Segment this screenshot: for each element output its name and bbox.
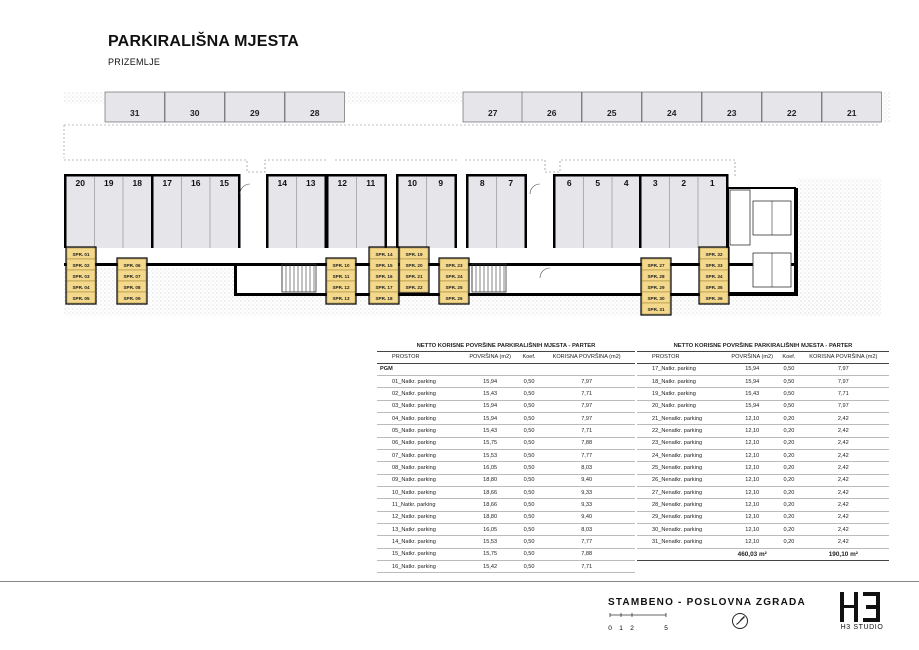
table-cell: 2,42 xyxy=(798,486,889,498)
logo-text: H3 STUDIO xyxy=(840,624,884,631)
table-cell: 29_Nenatkr. parking xyxy=(637,511,724,523)
table-cell: 12,10 xyxy=(724,536,780,548)
table-cell: 9,33 xyxy=(538,486,635,498)
scale-label: 0 xyxy=(608,625,612,632)
group-label: PGM xyxy=(377,363,635,375)
storage-unit-label: SPR. 32 xyxy=(705,251,723,257)
table-cell: 15,75 xyxy=(461,437,520,449)
scale-label: 5 xyxy=(664,625,668,632)
table-cell: 2,42 xyxy=(798,511,889,523)
table-cell: 27_Nenatkr. parking xyxy=(637,486,724,498)
table-cell: 0,50 xyxy=(520,462,539,474)
table-cell: 2,42 xyxy=(798,499,889,511)
table-cell: 7,97 xyxy=(798,363,889,375)
table-cell: 0,20 xyxy=(780,536,798,548)
table-cell: 7,71 xyxy=(798,388,889,400)
table-cell: 21_Nenatkr. parking xyxy=(637,412,724,424)
table-row xyxy=(377,499,635,511)
parking-spot-label: 22 xyxy=(787,108,797,118)
table-cell: 0,20 xyxy=(780,499,798,511)
table-row xyxy=(377,523,635,535)
table-cell: 15,43 xyxy=(461,388,520,400)
table-cell: 7,97 xyxy=(798,375,889,387)
table-cell: 20_Natkr. parking xyxy=(637,400,724,412)
wall xyxy=(553,174,643,177)
table-cell: 15,42 xyxy=(461,561,520,573)
table-cell: 12,10 xyxy=(724,449,780,461)
table-cell: 18_Natkr. parking xyxy=(637,375,724,387)
storage-unit-label: SPR. 34 xyxy=(705,273,723,279)
table-cell: 24_Nenatkr. parking xyxy=(637,449,724,461)
table-row xyxy=(377,548,635,560)
table-cell: 06_Natkr. parking xyxy=(377,437,461,449)
table-cell: 9,33 xyxy=(538,499,635,511)
storage-unit-label: SPR. 12 xyxy=(332,284,350,290)
table-cell: 0,50 xyxy=(520,486,539,498)
storage-unit-label: SPR. 24 xyxy=(445,273,463,279)
storage-unit-label: SPR. 23 xyxy=(445,262,463,268)
table-row xyxy=(377,425,635,437)
storage-unit-label: SPR. 35 xyxy=(705,284,723,290)
table-cell: 9,40 xyxy=(538,511,635,523)
scale-bar xyxy=(608,612,668,634)
parking-spot-label: 1 xyxy=(709,178,715,188)
parking-spot-label: 30 xyxy=(190,108,200,118)
table-cell: 8,03 xyxy=(538,462,635,474)
table-cell: 18,80 xyxy=(461,511,520,523)
column-header: POVRŠINA (m2) xyxy=(461,352,520,363)
wall xyxy=(396,176,399,248)
table-cell: 05_Natkr. parking xyxy=(377,425,461,437)
table-cell: 2,42 xyxy=(798,437,889,449)
table-cell: 12,10 xyxy=(724,474,780,486)
table-cell: 15,53 xyxy=(461,536,520,548)
storage-unit-label: SPR. 17 xyxy=(375,284,393,290)
table-row xyxy=(637,536,889,548)
table-row xyxy=(637,363,889,375)
wall xyxy=(266,176,269,248)
table-row xyxy=(637,425,889,437)
total-useful-area: 190,10 m² xyxy=(798,548,889,560)
storage-unit-label: SPR. 27 xyxy=(647,262,665,268)
scale-label: 1 xyxy=(619,625,623,632)
table-row xyxy=(637,511,889,523)
table-cell: 16,05 xyxy=(461,523,520,535)
page-title: PARKIRALIŠNA MJESTA xyxy=(108,33,300,50)
parking-spot-label: 20 xyxy=(75,178,85,188)
table-cell: 0,50 xyxy=(780,375,798,387)
table-cell: 31_Nenatkr. parking xyxy=(637,536,724,548)
table-cell: 12,10 xyxy=(724,523,780,535)
table-row xyxy=(637,400,889,412)
storage-unit-label: SPR. 20 xyxy=(405,262,423,268)
table-cell: 15,43 xyxy=(724,388,780,400)
parking-spot-label: 27 xyxy=(488,108,498,118)
table-row xyxy=(637,523,889,535)
table-cell: 7,88 xyxy=(538,548,635,560)
table-cell: 15,94 xyxy=(724,375,780,387)
table-cell: 0,50 xyxy=(520,388,539,400)
column-header: KORISNA POVRŠINA (m2) xyxy=(538,352,635,363)
table-cell: 15,43 xyxy=(461,425,520,437)
table-row xyxy=(637,375,889,387)
table-cell: 18,80 xyxy=(461,474,520,486)
table-row xyxy=(377,486,635,498)
table-cell: 0,50 xyxy=(780,363,798,375)
table-cell: 03_Natkr. parking xyxy=(377,400,461,412)
parking-spot-label: 23 xyxy=(727,108,737,118)
table-cell: 9,40 xyxy=(538,474,635,486)
table-cell: 12_Natkr. parking xyxy=(377,511,461,523)
table-cell: 08_Natkr. parking xyxy=(377,462,461,474)
parking-spot-label: 4 xyxy=(623,178,629,188)
table-cell: 10_Natkr. parking xyxy=(377,486,461,498)
stairwell xyxy=(472,264,506,292)
storage-unit-label: SPR. 01 xyxy=(72,251,90,257)
table-row xyxy=(637,449,889,461)
table-cell: 15_Natkr. parking xyxy=(377,548,461,560)
table-right xyxy=(637,340,889,561)
table-cell: 28_Nenatkr. parking xyxy=(637,499,724,511)
table-cell: 7,71 xyxy=(538,388,635,400)
table-cell: 2,42 xyxy=(798,462,889,474)
storage-unit-label: SPR. 11 xyxy=(332,273,350,279)
table-cell: 12,10 xyxy=(724,425,780,437)
storage-unit-label: SPR. 07 xyxy=(123,273,141,279)
wall xyxy=(385,176,388,248)
wall xyxy=(455,176,458,248)
table-caption: NETTO KORISNE POVRŠINE PARKIRALIŠNIH MJESTA - PARTER xyxy=(377,340,635,352)
table-cell: 09_Natkr. parking xyxy=(377,474,461,486)
table-row xyxy=(637,462,889,474)
table-cell: 23_Nenatkr. parking xyxy=(637,437,724,449)
table-row xyxy=(377,511,635,523)
table-cell: 15,94 xyxy=(461,375,520,387)
wall xyxy=(466,176,469,248)
parking-spot-label: 9 xyxy=(438,178,444,188)
table-cell: 18,66 xyxy=(461,486,520,498)
table-cell: 16,05 xyxy=(461,462,520,474)
storage-unit-label: SPR. 04 xyxy=(72,284,90,290)
table-cell: 0,20 xyxy=(780,486,798,498)
storage-unit-label: SPR. 19 xyxy=(405,251,423,257)
storage-unit-label: SPR. 18 xyxy=(375,295,393,301)
door-swing xyxy=(540,268,550,278)
parking-spot-label: 8 xyxy=(479,178,485,188)
table-cell: 12,10 xyxy=(724,462,780,474)
table-cell: 15,94 xyxy=(461,400,520,412)
table-cell: 0,50 xyxy=(520,548,539,560)
table-cell: 12,10 xyxy=(724,437,780,449)
table-cell: 16_Natkr. parking xyxy=(377,561,461,573)
table-cell: 07_Natkr. parking xyxy=(377,449,461,461)
table-cell: 2,42 xyxy=(798,523,889,535)
table-cell: 7,97 xyxy=(798,400,889,412)
page-subtitle: PRIZEMLJE xyxy=(108,57,161,67)
table-row xyxy=(377,474,635,486)
table-cell: 7,71 xyxy=(538,561,635,573)
table-cell: 0,50 xyxy=(520,499,539,511)
parking-spot-label: 17 xyxy=(162,178,172,188)
table-cell: 0,20 xyxy=(780,449,798,461)
table-cell: 2,42 xyxy=(798,412,889,424)
table-cell: 25_Nenatkr. parking xyxy=(637,462,724,474)
table-cell: 0,50 xyxy=(520,375,539,387)
column-header: PROSTOR xyxy=(377,352,461,363)
parking-spot-label: 25 xyxy=(607,108,617,118)
table-cell: 15,53 xyxy=(461,449,520,461)
parking-spot-label: 10 xyxy=(407,178,417,188)
table-cell: 0,20 xyxy=(780,462,798,474)
parking-spot-label: 14 xyxy=(277,178,287,188)
storage-unit-label: SPR. 13 xyxy=(332,295,350,301)
wall xyxy=(64,174,154,177)
totals-row xyxy=(637,548,889,560)
table-row xyxy=(377,400,635,412)
table-row xyxy=(377,449,635,461)
table-cell: 04_Natkr. parking xyxy=(377,412,461,424)
stairwell xyxy=(282,264,316,292)
parking-spot-label: 7 xyxy=(508,178,514,188)
parking-spot-label: 26 xyxy=(547,108,557,118)
wall xyxy=(151,174,241,177)
storage-unit-label: SPR. 21 xyxy=(405,273,423,279)
table-cell: 19_Natkr. parking xyxy=(637,388,724,400)
table-cell: 0,50 xyxy=(520,449,539,461)
table-row xyxy=(637,388,889,400)
wall xyxy=(64,176,67,248)
table-cell: 0,50 xyxy=(780,400,798,412)
storage-unit-label: SPR. 31 xyxy=(647,306,665,312)
table-cell: 2,42 xyxy=(798,536,889,548)
storage-unit-label: SPR. 25 xyxy=(445,284,463,290)
parking-spot-label: 13 xyxy=(306,178,316,188)
table-cell: 2,42 xyxy=(798,449,889,461)
wall xyxy=(639,174,729,177)
table-cell: 0,20 xyxy=(780,511,798,523)
wall xyxy=(151,176,154,248)
parking-spot-label: 3 xyxy=(652,178,658,188)
table-cell: 0,20 xyxy=(780,523,798,535)
table-cell: 18,66 xyxy=(461,499,520,511)
storage-unit-label: SPR. 29 xyxy=(647,284,665,290)
storage-unit-label: SPR. 22 xyxy=(405,284,423,290)
storage-unit-label: SPR. 02 xyxy=(72,262,90,268)
table-cell: 12,10 xyxy=(724,412,780,424)
parking-spot-label: 12 xyxy=(337,178,347,188)
column-header: Koef. xyxy=(520,352,539,363)
storage-unit-label: SPR. 30 xyxy=(647,295,665,301)
parking-spot-label: 28 xyxy=(310,108,320,118)
table-cell: 17_Natkr. parking xyxy=(637,363,724,375)
storage-unit-label: SPR. 36 xyxy=(705,295,723,301)
parking-spot-label: 19 xyxy=(104,178,114,188)
parking-spot-label: 31 xyxy=(130,108,140,118)
table-cell: 7,77 xyxy=(538,536,635,548)
table-row xyxy=(377,462,635,474)
parking-spot-label: 6 xyxy=(566,178,572,188)
table-cell: 13_Natkr. parking xyxy=(377,523,461,535)
wall xyxy=(525,176,528,248)
parking-spot-label: 29 xyxy=(250,108,260,118)
table-row xyxy=(637,486,889,498)
table-caption: NETTO KORISNE POVRŠINE PARKIRALIŠNIH MJESTA - PARTER xyxy=(637,340,889,352)
table-cell: 26_Nenatkr. parking xyxy=(637,474,724,486)
storage-unit-label: SPR. 33 xyxy=(705,262,723,268)
wall xyxy=(639,176,642,248)
table-cell: 0,50 xyxy=(520,523,539,535)
parking-spot-label: 11 xyxy=(366,178,376,188)
column-header: PROSTOR xyxy=(637,352,724,363)
storage-unit-label: SPR. 06 xyxy=(123,262,141,268)
scale-label: 2 xyxy=(630,625,634,632)
table-cell: 0,50 xyxy=(780,388,798,400)
table-cell: 22_Nenatkr. parking xyxy=(637,425,724,437)
wall xyxy=(326,176,329,248)
parking-spot-label: 15 xyxy=(219,178,229,188)
table-cell: 7,77 xyxy=(538,449,635,461)
table-cell: 0,50 xyxy=(520,400,539,412)
table-left xyxy=(377,340,635,573)
table-row xyxy=(377,412,635,424)
table-cell: 0,50 xyxy=(520,474,539,486)
table-cell: 01_Natkr. parking xyxy=(377,375,461,387)
table-cell: 0,20 xyxy=(780,437,798,449)
table-cell: 0,20 xyxy=(780,425,798,437)
door-swing xyxy=(240,184,250,194)
table-row xyxy=(637,437,889,449)
table-row xyxy=(377,437,635,449)
project-name: STAMBENO - POSLOVNA ZGRADA xyxy=(608,597,806,608)
table-cell: 15,94 xyxy=(461,412,520,424)
table-cell: 02_Natkr. parking xyxy=(377,388,461,400)
column-header: Koef. xyxy=(780,352,798,363)
table-cell: 0,20 xyxy=(780,412,798,424)
floor-plan xyxy=(0,88,919,323)
table-row xyxy=(377,536,635,548)
table-cell: 15,94 xyxy=(724,400,780,412)
table-cell: 30_Nenatkr. parking xyxy=(637,523,724,535)
table-cell: 12,10 xyxy=(724,499,780,511)
table-cell: 7,97 xyxy=(538,412,635,424)
storage-unit-label: SPR. 10 xyxy=(332,262,350,268)
storage-unit-label: SPR. 28 xyxy=(647,273,665,279)
table-cell: 0,20 xyxy=(780,474,798,486)
table-cell: 7,97 xyxy=(538,400,635,412)
footer-divider xyxy=(0,581,919,582)
parking-spot-label: 21 xyxy=(847,108,857,118)
parking-spot-label: 2 xyxy=(681,178,687,188)
table-row xyxy=(377,561,635,573)
table-cell: 0,50 xyxy=(520,425,539,437)
storage-unit-label: SPR. 16 xyxy=(375,273,393,279)
table-cell: 0,50 xyxy=(520,412,539,424)
storage-unit-label: SPR. 15 xyxy=(375,262,393,268)
table-cell: 2,42 xyxy=(798,425,889,437)
column-header: KORISNA POVRŠINA (m2) xyxy=(798,352,889,363)
storage-unit-label: SPR. 08 xyxy=(123,284,141,290)
table-cell: 15,75 xyxy=(461,548,520,560)
h3-studio-logo xyxy=(836,588,884,628)
table-cell: 12,10 xyxy=(724,511,780,523)
total-area: 460,03 m² xyxy=(724,548,780,560)
table-cell: 12,10 xyxy=(724,486,780,498)
north-arrow-icon xyxy=(731,612,749,630)
wall xyxy=(553,176,556,248)
storage-unit-label: SPR. 26 xyxy=(445,295,463,301)
table-cell: 15,94 xyxy=(724,363,780,375)
table-row xyxy=(637,474,889,486)
table-cell: 7,71 xyxy=(538,425,635,437)
storage-unit-label: SPR. 05 xyxy=(72,295,90,301)
table-cell: 11_Natkr. parking xyxy=(377,499,461,511)
storage-unit-label: SPR. 09 xyxy=(123,295,141,301)
table-cell: 0,50 xyxy=(520,561,539,573)
table-row xyxy=(377,388,635,400)
parking-spot-label: 5 xyxy=(595,178,601,188)
parking-spot-label: 24 xyxy=(667,108,677,118)
wall xyxy=(64,263,798,266)
table-cell: 14_Natkr. parking xyxy=(377,536,461,548)
table-row xyxy=(637,412,889,424)
parking-spot-label: 18 xyxy=(132,178,142,188)
door-swing xyxy=(530,184,540,194)
table-cell: 7,88 xyxy=(538,437,635,449)
table-cell: 0,50 xyxy=(520,536,539,548)
table-cell: 8,03 xyxy=(538,523,635,535)
column-header: POVRŠINA (m2) xyxy=(724,352,780,363)
wall xyxy=(234,263,237,296)
table-cell: 7,97 xyxy=(538,375,635,387)
storage-unit-label: SPR. 03 xyxy=(72,273,90,279)
table-cell: 0,50 xyxy=(520,511,539,523)
parking-spot-label: 16 xyxy=(191,178,201,188)
storage-unit-label: SPR. 14 xyxy=(375,251,393,257)
wall xyxy=(238,176,241,248)
table-row xyxy=(377,375,635,387)
table-cell: 0,50 xyxy=(520,437,539,449)
table-cell: 2,42 xyxy=(798,474,889,486)
table-row xyxy=(637,499,889,511)
wc-room xyxy=(730,190,750,245)
